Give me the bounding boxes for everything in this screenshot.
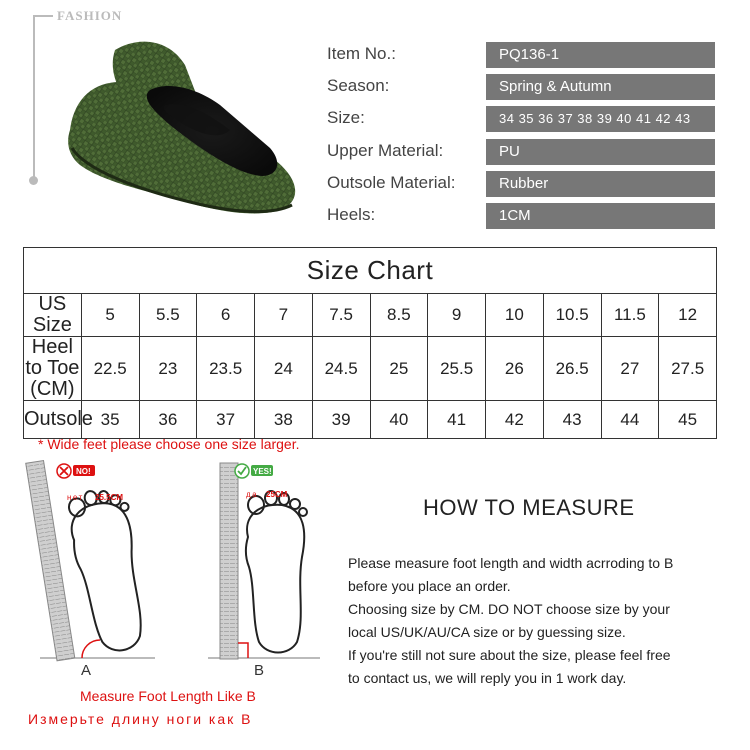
table-cell: 40 <box>370 401 428 439</box>
how-to-line: Choosing size by CM. DO NOT choose size by your <box>348 601 670 617</box>
how-to-line: before you place an order. <box>348 578 511 594</box>
how-to-line: Please measure foot length and width acrroding to B <box>348 555 674 571</box>
table-cell: 8.5 <box>370 294 428 337</box>
table-cell: 6 <box>197 294 255 337</box>
frame-line-top <box>33 15 53 17</box>
ruler-a <box>26 461 75 661</box>
foot-a-icon <box>66 486 151 656</box>
spec-row-heels <box>327 203 717 229</box>
row-header: Outsole <box>24 401 82 439</box>
measure-caption-ru: Измерьте длину ноги как В <box>28 711 253 727</box>
spec-label: Outsole Material: <box>327 173 456 192</box>
table-cell: 10 <box>486 294 544 337</box>
spec-label: Heels: <box>327 205 376 224</box>
spec-row-season <box>327 74 717 100</box>
table-cell: 38 <box>255 401 313 439</box>
spec-label: Item No.: <box>327 44 396 63</box>
table-cell: 25 <box>370 337 428 401</box>
row-header-line: (CM) <box>30 378 75 400</box>
right-word: да <box>246 490 259 499</box>
table-cell: 37 <box>197 401 255 439</box>
angle-arc-a <box>82 640 100 658</box>
table-row-outsole <box>24 401 717 439</box>
table-cell: 22.5 <box>81 337 139 401</box>
frame-line-left <box>33 15 35 180</box>
right-length: 25CM <box>266 490 288 499</box>
foot-measure-svg <box>20 455 350 680</box>
table-cell: 11.5 <box>601 294 659 337</box>
table-cell: 24.5 <box>312 337 370 401</box>
row-header-line: Heel to Toe <box>25 336 80 379</box>
table-cell: 42 <box>486 401 544 439</box>
table-cell: 39 <box>312 401 370 439</box>
table-cell: 27.5 <box>659 337 717 401</box>
table-cell: 7 <box>255 294 313 337</box>
table-cell: 26 <box>486 337 544 401</box>
spec-value: PQ136-1 <box>486 42 715 68</box>
table-cell: 23 <box>139 337 197 401</box>
how-to-line: to contact us, we will reply you in 1 work day. <box>348 670 627 686</box>
table-cell: 5.5 <box>139 294 197 337</box>
spec-row-outsole-material <box>327 171 717 197</box>
spec-value: Rubber <box>486 171 715 197</box>
table-cell: 9 <box>428 294 486 337</box>
table-cell: 36 <box>139 401 197 439</box>
spec-value: 1CM <box>486 203 715 229</box>
spec-value: Spring & Autumn <box>486 74 715 100</box>
table-cell: 27 <box>601 337 659 401</box>
spec-label: Upper Material: <box>327 141 444 160</box>
table-cell: 5 <box>81 294 139 337</box>
no-badge-text: NO! <box>76 467 91 476</box>
table-cell: 12 <box>659 294 717 337</box>
table-cell: 7.5 <box>312 294 370 337</box>
spec-value: PU <box>486 139 715 165</box>
row-header: US Size <box>24 294 82 337</box>
size-chart-table <box>23 247 717 439</box>
table-row-us-size <box>24 294 717 337</box>
table-row-heel-to-toe <box>24 337 717 401</box>
product-image <box>60 30 310 225</box>
wide-feet-note: * Wide feet please choose one size larger. <box>38 436 300 452</box>
table-cell: 41 <box>428 401 486 439</box>
label-b: B <box>254 662 265 679</box>
table-cell: 26.5 <box>543 337 601 401</box>
table-cell: 43 <box>543 401 601 439</box>
yes-badge-text: YES! <box>253 467 272 476</box>
table-cell: 44 <box>601 401 659 439</box>
size-chart-title: Size Chart <box>24 248 717 294</box>
foot-b-icon <box>246 491 307 653</box>
table-cell: 25.5 <box>428 337 486 401</box>
brand-watermark: FASHION <box>57 8 123 23</box>
spec-row-size <box>327 106 717 132</box>
how-to-line: local US/UK/AU/CA size or by guessing size. <box>348 624 626 640</box>
spec-label: Season: <box>327 76 390 95</box>
table-cell: 45 <box>659 401 717 439</box>
shoe-illustration <box>60 30 310 225</box>
right-angle-b <box>238 643 248 658</box>
row-header <box>24 337 82 401</box>
wrong-length: 25.5CM <box>95 493 124 502</box>
frame-dot <box>29 176 38 185</box>
spec-value: 34 35 36 37 38 39 40 41 42 43 <box>486 106 715 132</box>
check-icon <box>235 464 249 478</box>
table-cell: 10.5 <box>543 294 601 337</box>
measure-illustration <box>20 455 350 680</box>
table-cell: 24 <box>255 337 313 401</box>
how-to-measure-title: HOW TO MEASURE <box>423 495 635 520</box>
ruler-b <box>220 463 238 659</box>
table-cell: 23.5 <box>197 337 255 401</box>
spec-row-item-no <box>327 42 717 68</box>
spec-label: Size: <box>327 108 365 127</box>
spec-row-upper-material <box>327 139 717 165</box>
label-a: A <box>81 662 92 679</box>
wrong-word: нет <box>67 493 84 502</box>
table-cell: 35 <box>81 401 139 439</box>
how-to-line: If you're still not sure about the size, please feel free <box>348 647 671 663</box>
measure-caption-en: Measure Foot Length Like B <box>80 688 256 704</box>
